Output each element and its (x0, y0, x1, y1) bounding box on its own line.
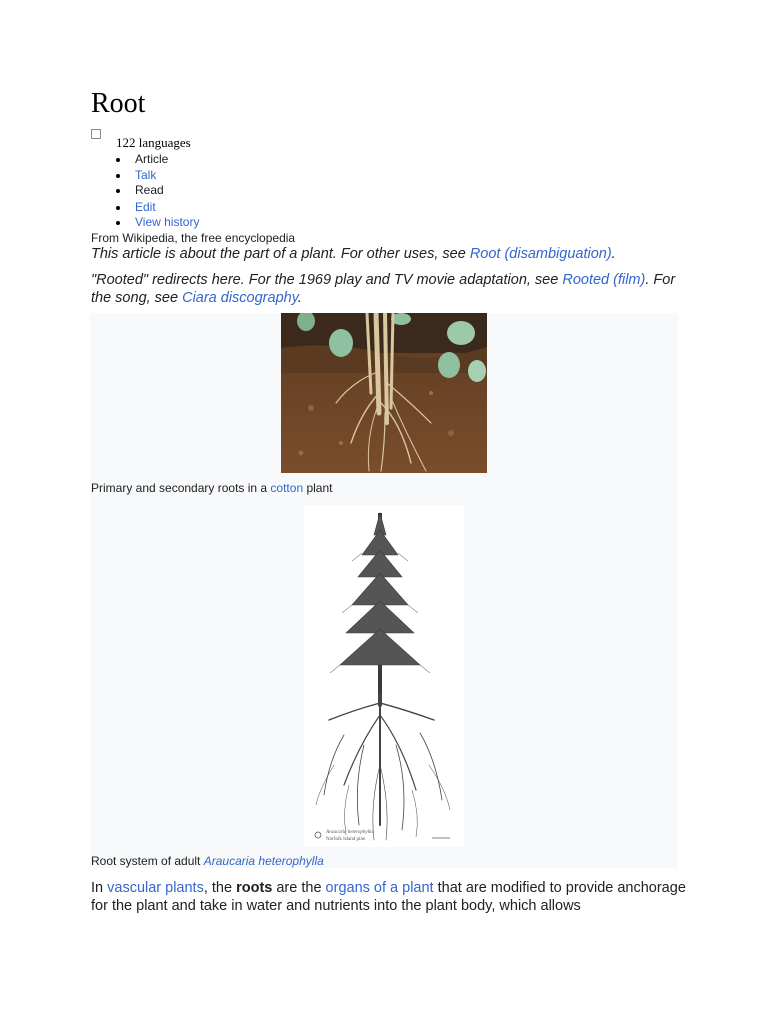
caption-text: plant (303, 481, 333, 495)
language-checkbox[interactable] (91, 129, 101, 139)
tab-read[interactable]: Read (135, 183, 164, 197)
cotton-link[interactable]: cotton (270, 481, 304, 495)
vascular-plants-link[interactable]: vascular plants (107, 880, 204, 896)
body-text: In (91, 880, 108, 896)
hatnote-disambiguation (91, 245, 681, 263)
tab-article[interactable]: Article (135, 152, 169, 166)
caption-text: Root system of adult (91, 854, 204, 868)
page-title: Root (91, 88, 146, 119)
cotton-caption (91, 481, 332, 495)
common-name-label: Norfolk Island pine (326, 837, 366, 842)
tab-view-history[interactable]: View history (135, 215, 200, 229)
body-text: that are modified to provide anchorage for the plant and take in water and nutrients into the plant body, which allows (91, 880, 686, 914)
cotton-roots-image[interactable] (281, 313, 487, 473)
hatnote-text: . (297, 290, 302, 306)
body-text: , the (203, 880, 237, 896)
languages-label[interactable]: 122 languages (116, 135, 191, 150)
tab-talk[interactable]: Talk (135, 168, 157, 182)
hatnote-text: This article is about the part of a plant. For other uses, see (91, 246, 470, 262)
body-text: are the (272, 880, 326, 896)
rooted-film-link[interactable]: Rooted (film) (562, 272, 646, 288)
site-tagline: From Wikipedia, the free encyclopedia (91, 231, 296, 245)
araucaria-illustration (304, 505, 464, 847)
hatnote-redirect (91, 271, 681, 307)
species-label: Araucaria heterophylla (326, 830, 373, 835)
ciara-discography-link[interactable]: Ciara discography (182, 290, 298, 306)
organs-of-a-plant-link[interactable]: organs of a plant (325, 880, 434, 896)
araucaria-caption (91, 854, 324, 868)
root-disambiguation-link[interactable]: Root (disambiguation) (469, 246, 612, 262)
araucaria-link[interactable]: Araucaria heterophylla (203, 854, 324, 868)
tab-edit[interactable]: Edit (135, 200, 156, 214)
hatnote-text: "Rooted" redirects here. For the 1969 play and TV movie adaptation, see (91, 272, 563, 288)
intro-paragraph (91, 879, 686, 915)
araucaria-root-image[interactable] (304, 505, 464, 847)
caption-text: Primary and secondary roots in a (91, 481, 271, 495)
hatnote-text: . For the song, see (91, 272, 676, 306)
roots-bold-term: roots (236, 880, 273, 896)
cotton-roots-photo (281, 313, 487, 473)
hatnote-text: . (611, 246, 616, 262)
